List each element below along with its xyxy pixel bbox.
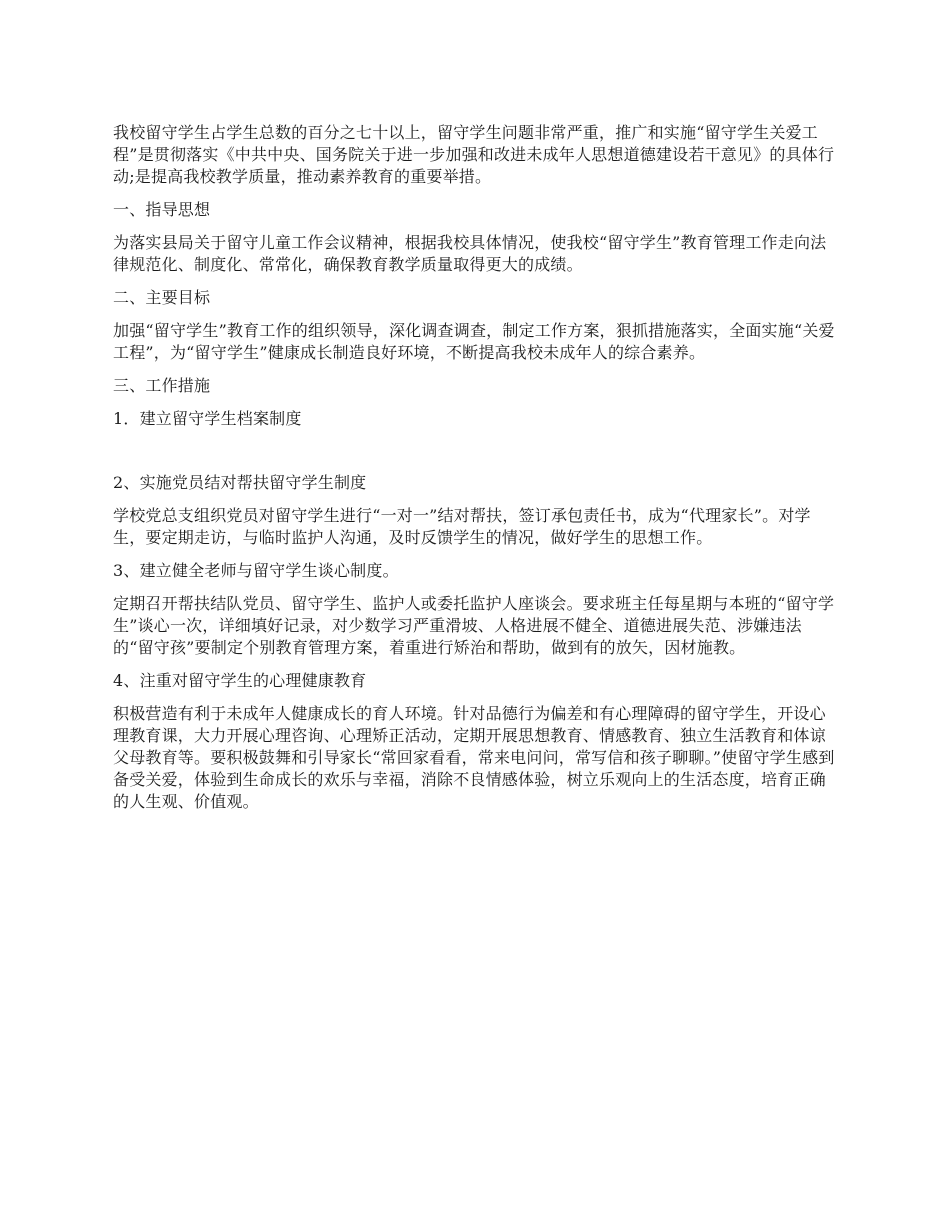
measure-2-paragraph: 学校党总支组织党员对留守学生进行“一对一”结对帮扶，签订承包责任书，成为“代理家长”。对学生，要定期走访，与临时监护人沟通，及时反馈学生的情况，做好学生的思想工作。: [113, 506, 811, 547]
section-heading-work-measures: 三、工作措施: [113, 376, 211, 395]
measure-1-heading: 1．建立留守学生档案制度: [113, 409, 302, 428]
section-heading-guiding-thought: 一、指导思想: [113, 200, 211, 219]
measure-4-heading: 4、注重对留守学生的心理健康教育: [113, 671, 367, 690]
intro-paragraph: 我校留守学生占学生总数的百分之七十以上，留守学生问题非常严重，推广和实施“留守学生关爱工程”是贯彻落实《中共中央、国务院关于进一步加强和改进未成年人思想道德建设若干意见》的具体行动;是提高我校教学质量，推动素养教育的重要举措。: [113, 123, 835, 186]
document-body: [113, 122, 838, 824]
main-goals-paragraph: 加强“留守学生”教育工作的组织领导，深化调查调查，制定工作方案，狠抓措施落实，全面实施“关爱工程”，为“留守学生”健康成长制造良好环境，不断提高我校未成年人的综合素养。: [113, 321, 835, 362]
section-heading-main-goals: 二、主要目标: [113, 288, 211, 307]
measure-2-heading: 2、实施党员结对帮扶留守学生制度: [113, 473, 367, 492]
measure-3-heading: 3、建立健全老师与留守学生谈心制度。: [113, 561, 399, 580]
guiding-thought-paragraph: 为落实县局关于留守儿童工作会议精神，根据我校具体情况，使我校“留守学生”教育管理工作走向法律规范化、制度化、常常化，确保教育教学质量取得更大的成绩。: [113, 233, 827, 274]
measure-4-paragraph: 积极营造有利于未成年人健康成长的育人环境。针对品德行为偏差和有心理障碍的留守学生，开设心理教育课，大力开展心理咨询、心理矫正活动，定期开展思想教育、情感教育、独立生活教育和体谅父母教育等。要积极鼓舞和引导家长“常回家看看，常来电问问，常写信和孩子聊聊。”使留守学生感到备受关爱，体验到生命成长的欢乐与幸福，消除不良情感体验，树立乐观向上的生活态度，培育正确的人生观、价值观。: [113, 704, 835, 811]
measure-3-paragraph: 定期召开帮扶结队党员、留守学生、监护人或委托监护人座谈会。要求班主任每星期与本班的“留守学生”谈心一次，详细填好记录，对少数学习严重滑坡、人格进展不健全、道德进展失范、涉嫌违法的“留守孩”要制定个别教育管理方案，着重进行矫治和帮助，做到有的放矢，因材施教。: [113, 594, 835, 657]
